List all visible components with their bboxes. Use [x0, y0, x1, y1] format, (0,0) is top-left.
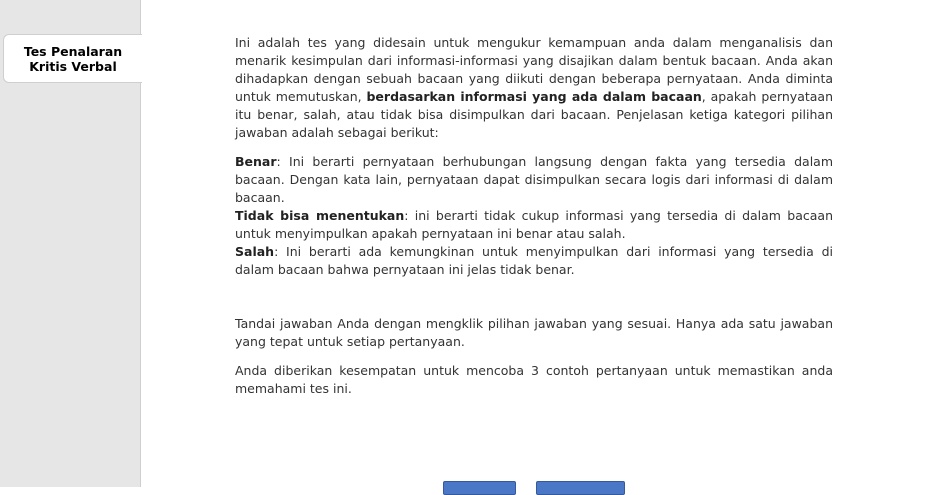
intro-paragraph: [235, 34, 833, 142]
definition-term: Benar: [235, 154, 277, 169]
action-button-left[interactable]: [443, 481, 516, 495]
definition-salah: [235, 243, 833, 279]
intro-text-1: Ini adalah tes yang didesain untuk mengukur kemampuan anda dalam menganalisis dan menarik kesimpulan dari informasi-informasi yang disajikan dalam bentuk bacaan. Anda akan dihadapkan dengan sebuah bacaan yang diikuti dengan beberapa pernyataan. Anda diminta untuk memutuskan,: [235, 35, 833, 104]
definition-benar: [235, 153, 833, 207]
definition-text: : Ini berarti ada kemungkinan untuk menyimpulkan dari informasi yang tersedia di dalam bacaan bahwa pernyataan ini jelas tidak benar.: [235, 244, 833, 277]
action-button-right[interactable]: [536, 481, 625, 495]
tab-label: [24, 44, 122, 74]
instruction-paragraph-1: Tandai jawaban Anda dengan mengklik pilihan jawaban yang sesuai. Hanya ada satu jawaban yang tepat untuk setiap pertanyaan.: [235, 316, 833, 349]
definition-term: Salah: [235, 244, 275, 259]
instructions-content: [235, 34, 833, 398]
intro-bold-text: berdasarkan informasi yang ada dalam bacaan: [366, 89, 702, 104]
definition-term: Tidak bisa menentukan: [235, 208, 405, 223]
intro-text-2: , apakah pernyataan itu benar, salah, atau tidak bisa disimpulkan dari bacaan. Penjelasan ketiga kategori pilihan jawaban adalah sebagai berikut:: [235, 89, 833, 140]
tab-label-line1: Tes Penalaran: [23, 43, 123, 59]
instruction-paragraph-2: Anda diberikan kesempatan untuk mencoba 3 contoh pertanyaan untuk memastikan anda memahami tes ini.: [235, 363, 833, 396]
tab-label-line2: Kritis Verbal: [29, 58, 117, 74]
sidebar: [0, 0, 141, 487]
definition-text: : ini berarti tidak cukup informasi yang tersedia di dalam bacaan untuk menyimpulkan apakah pernyataan ini benar atau salah.: [235, 208, 833, 241]
definition-text: : Ini berarti pernyataan berhubungan langsung dengan fakta yang tersedia dalam bacaan. Dengan kata lain, pernyataan dapat disimpulkan secara logis dari informasi di dalam bacaan.: [235, 154, 833, 205]
tab-tes-penalaran-kritis-verbal[interactable]: [3, 34, 142, 83]
definition-tidak-bisa-menentukan: [235, 207, 833, 243]
